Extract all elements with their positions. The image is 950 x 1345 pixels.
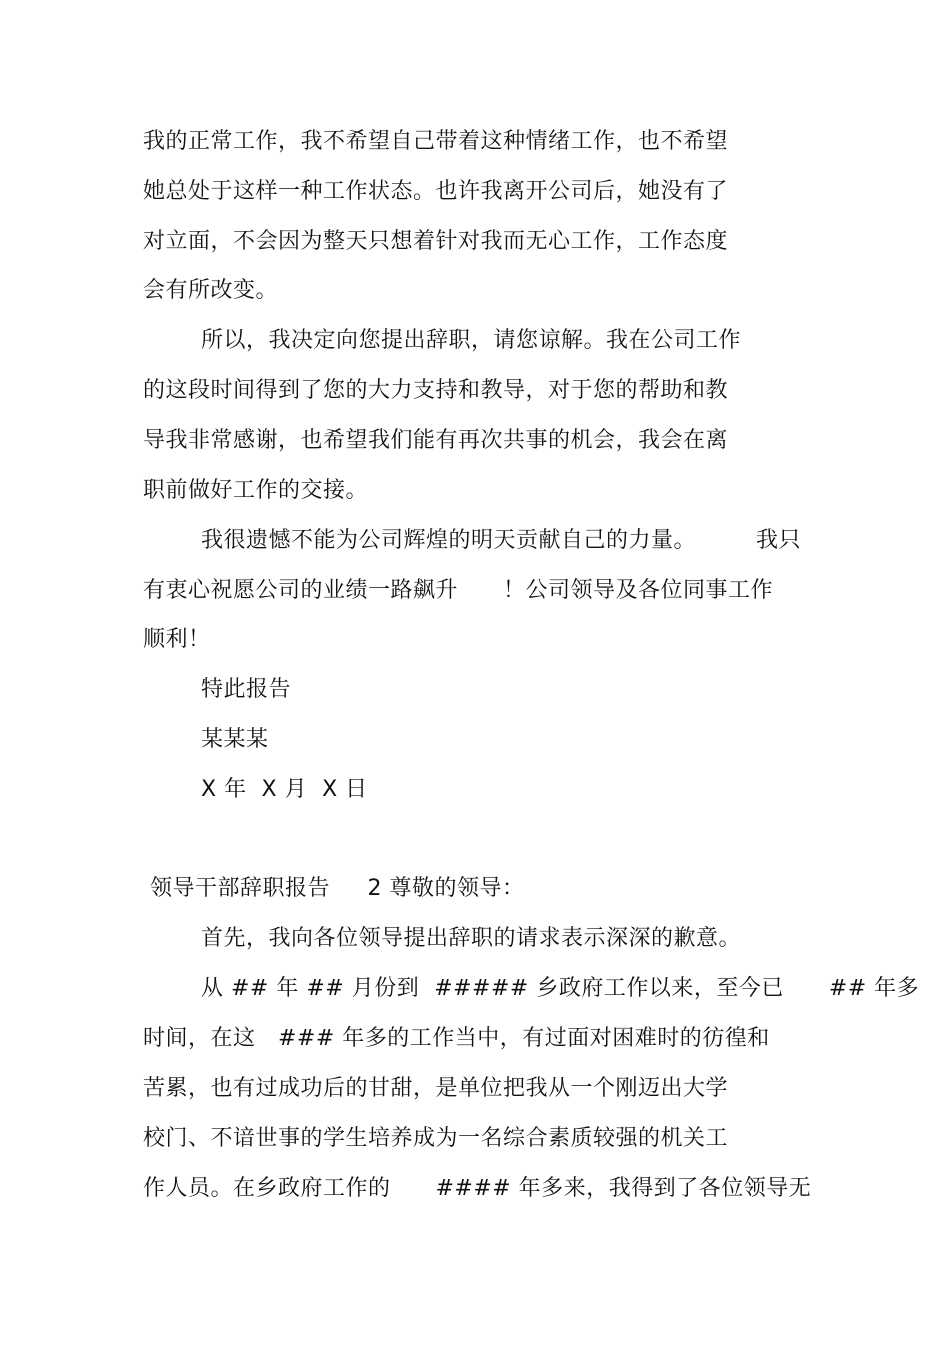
section-title: 领导干部辞职报告 2 尊敬的领导：: [150, 876, 525, 901]
text-line: 导我非常感谢，也希望我们能有再次共事的机会，我会在离: [143, 428, 729, 453]
text-line: 对立面，不会因为整天只想着针对我而无心工作，工作态度: [143, 229, 729, 254]
text-line: 有衷心祝愿公司的业绩一路飙升 ！公司领导及各位同事工作: [143, 578, 773, 603]
text-line: 的这段时间得到了您的大力支持和教导，对于您的帮助和教: [143, 378, 729, 403]
text-line: 从 ## 年 ## 月份到 ##### 乡政府工作以来，至今已 ## 年多: [201, 976, 920, 1001]
text-line: 作人员。在乡政府工作的 #### 年多来，我得到了各位领导无: [143, 1176, 812, 1201]
text-line: 我很遗憾不能为公司辉煌的明天贡献自己的力量。 我只: [201, 528, 801, 553]
date: X 年 X 月 X 日: [201, 777, 368, 802]
text-line: 我的正常工作，我不希望自己带着这种情绪工作，也不希望: [143, 129, 729, 154]
text-line: 所以，我决定向您提出辞职，请您谅解。我在公司工作: [201, 328, 742, 353]
text-line: 校门、不谙世事的学生培养成为一名综合素质较强的机关工: [143, 1126, 729, 1151]
text-line: 顺利！: [143, 627, 211, 652]
text-line: 她总处于这样一种工作状态。也许我离开公司后，她没有了: [143, 179, 729, 204]
signature: 某某某: [201, 727, 269, 752]
text-line: 首先，我向各位领导提出辞职的请求表示深深的歉意。: [201, 926, 742, 951]
text-line: 会有所改变。: [143, 278, 279, 303]
text-line: 苦累，也有过成功后的甘甜，是单位把我从一个刚迈出大学: [143, 1076, 729, 1101]
text-line: 职前做好工作的交接。: [143, 478, 369, 503]
closing-text: 特此报告: [201, 677, 292, 702]
text-line: 时间，在这 ### 年多的工作当中，有过面对困难时的彷徨和: [143, 1026, 770, 1051]
